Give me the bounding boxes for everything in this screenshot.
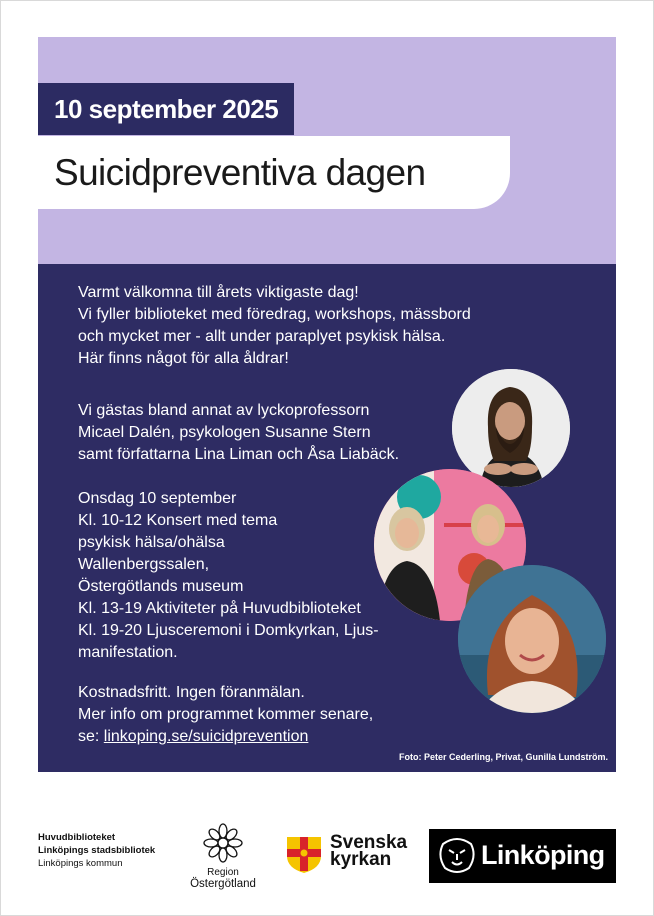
kyrkan-word-2: kyrkan — [330, 849, 392, 870]
region-ostergotland-logo — [182, 823, 264, 890]
photo-lyckoprofessor — [452, 369, 570, 487]
intro-line: Varmt välkomna till årets viktigaste dag! — [78, 284, 359, 301]
schedule-line: Kl. 10-12 Konsert med tema — [78, 512, 278, 529]
intro-line: och mycket mer - allt under paraplyet psykisk hälsa. — [78, 328, 446, 345]
library-subname: Linköpings stadsbibliotek — [38, 845, 156, 856]
region-name: Östergötland — [190, 878, 256, 890]
intro-line: Här finns något för alla åldrar! — [78, 350, 289, 367]
flower-emblem-icon — [203, 823, 243, 863]
schedule-line: Östergötlands museum — [78, 578, 244, 595]
intro-text — [78, 282, 471, 370]
guests-line: Vi gästas bland annat av lyckoprofessorn — [78, 402, 370, 419]
schedule-line: Onsdag 10 september — [78, 490, 237, 507]
event-title: Suicidpreventiva dagen — [38, 136, 510, 209]
guests-line: samt författarna Lina Liman och Åsa Liabäck. — [78, 446, 400, 463]
library-municipality: Linköpings kommun — [38, 858, 123, 869]
schedule-line: manifestation. — [78, 644, 178, 661]
info-link-line — [78, 726, 373, 748]
region-label: Region — [207, 867, 239, 878]
info-link-prefix: se: — [78, 728, 104, 745]
schedule-line: Wallenbergssalen, — [78, 556, 210, 573]
schedule-text — [78, 488, 379, 664]
guests-text — [78, 400, 399, 466]
info-link[interactable]: linkoping.se/suicidprevention — [103, 728, 309, 745]
linkoping-logo — [429, 829, 616, 883]
event-date: 10 september 2025 — [38, 83, 294, 135]
intro-line: Vi fyller biblioteket med föredrag, workshops, mässbord — [78, 306, 471, 323]
photo-psykolog — [458, 565, 606, 713]
info-line: Kostnadsfritt. Ingen föranmälan. — [78, 684, 305, 701]
linkoping-wordmark: Linköping — [481, 840, 605, 870]
photo-credit: Foto: Peter Cederling, Privat, Gunilla Lundström. — [398, 752, 608, 762]
schedule-line: psykisk hälsa/ohälsa — [78, 534, 225, 551]
info-text — [78, 682, 373, 748]
library-name: Huvudbiblioteket — [38, 832, 116, 843]
library-logo — [38, 831, 155, 870]
svenska-kyrkan-logo — [284, 832, 408, 879]
guests-line: Micael Dalén, psykologen Susanne Stern — [78, 424, 371, 441]
schedule-line: Kl. 13-19 Aktiviteter på Huvudbiblioteket — [78, 600, 361, 617]
kyrkan-word-1: Svenska — [330, 832, 408, 853]
church-shield-icon — [284, 834, 324, 874]
lion-head-icon — [437, 836, 477, 876]
info-line: Mer info om programmet kommer senare, — [78, 706, 374, 723]
schedule-line: Kl. 19-20 Ljusceremoni i Domkyrkan, Ljus- — [78, 622, 379, 639]
